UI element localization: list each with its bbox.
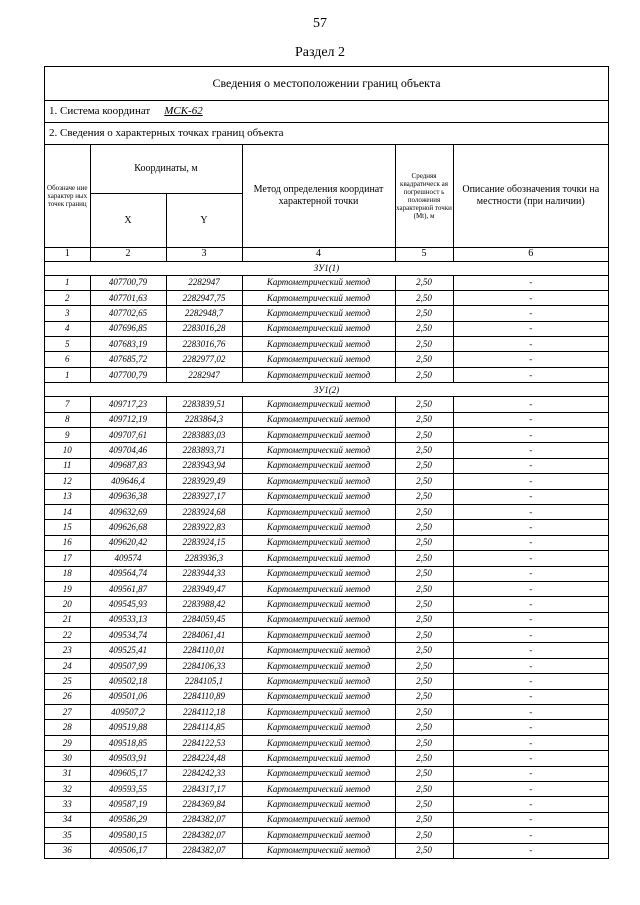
column-number: 3	[166, 247, 242, 261]
point-id-cell: 34	[45, 812, 90, 827]
method-cell: Картометрический метод	[242, 551, 395, 566]
point-id-cell: 19	[45, 581, 90, 596]
coordinate-system-line	[45, 101, 608, 123]
coord-y-cell: 2283944,33	[166, 566, 242, 581]
method-cell: Картометрический метод	[242, 520, 395, 535]
description-cell: -	[453, 412, 608, 427]
description-cell: -	[453, 551, 608, 566]
table-row	[45, 504, 608, 519]
point-id-cell: 16	[45, 535, 90, 550]
coord-y-cell: 2283949,47	[166, 581, 242, 596]
accuracy-cell: 2,50	[395, 337, 453, 352]
coord-x-cell: 407700,79	[90, 275, 166, 290]
description-cell: -	[453, 474, 608, 489]
description-cell: -	[453, 597, 608, 612]
table-row	[45, 428, 608, 443]
method-cell: Картометрический метод	[242, 797, 395, 812]
header-point: Обозначе ние характер ных точек границ	[45, 145, 90, 247]
coord-x-cell: 409502,18	[90, 674, 166, 689]
accuracy-cell: 2,50	[395, 720, 453, 735]
accuracy-cell: 2,50	[395, 474, 453, 489]
accuracy-cell: 2,50	[395, 566, 453, 581]
accuracy-cell: 2,50	[395, 674, 453, 689]
coord-y-cell: 2283016,76	[166, 337, 242, 352]
description-cell: -	[453, 443, 608, 458]
description-cell: -	[453, 428, 608, 443]
description-cell: -	[453, 520, 608, 535]
description-cell: -	[453, 367, 608, 382]
coord-x-cell: 409712,19	[90, 412, 166, 427]
header-accuracy: Средняя квадратическ ая погрешност ь положения характерной точки (Mt), м	[395, 145, 453, 247]
description-cell: -	[453, 337, 608, 352]
coordinate-system-label: 1. Система координат	[49, 105, 151, 117]
coord-x-cell: 409580,15	[90, 828, 166, 843]
method-cell: Картометрический метод	[242, 705, 395, 720]
coord-x-cell: 409507,2	[90, 705, 166, 720]
accuracy-cell: 2,50	[395, 275, 453, 290]
coord-x-cell: 409593,55	[90, 782, 166, 797]
coord-y-cell: 2284382,07	[166, 828, 242, 843]
point-id-cell: 21	[45, 612, 90, 627]
coord-y-cell: 2282947	[166, 367, 242, 382]
description-cell: -	[453, 397, 608, 412]
coord-y-cell: 2283943,94	[166, 458, 242, 473]
method-cell: Картометрический метод	[242, 321, 395, 336]
coord-x-cell: 409507,99	[90, 658, 166, 673]
description-cell: -	[453, 766, 608, 781]
method-cell: Картометрический метод	[242, 489, 395, 504]
description-cell: -	[453, 689, 608, 704]
points-heading: 2. Сведения о характерных точках границ объекта	[45, 123, 608, 145]
coord-y-cell: 2283936,3	[166, 551, 242, 566]
coord-y-cell: 2284382,07	[166, 812, 242, 827]
description-cell: -	[453, 321, 608, 336]
point-id-cell: 9	[45, 428, 90, 443]
point-id-cell: 24	[45, 658, 90, 673]
coord-x-cell: 409574	[90, 551, 166, 566]
coord-x-cell: 407700,79	[90, 367, 166, 382]
point-id-cell: 3	[45, 306, 90, 321]
header-x: X	[90, 193, 166, 247]
coord-x-cell: 409506,17	[90, 843, 166, 858]
description-cell: -	[453, 674, 608, 689]
coord-y-cell: 2284224,48	[166, 751, 242, 766]
coord-x-cell: 407683,19	[90, 337, 166, 352]
table-row	[45, 812, 608, 827]
method-cell: Картометрический метод	[242, 689, 395, 704]
coord-x-cell: 409620,42	[90, 535, 166, 550]
method-cell: Картометрический метод	[242, 643, 395, 658]
point-id-cell: 14	[45, 504, 90, 519]
table-row	[45, 843, 608, 858]
point-id-cell: 2	[45, 290, 90, 305]
description-cell: -	[453, 535, 608, 550]
method-cell: Картометрический метод	[242, 428, 395, 443]
coord-y-cell: 2284106,33	[166, 658, 242, 673]
point-id-cell: 17	[45, 551, 90, 566]
description-cell: -	[453, 352, 608, 367]
table-row	[45, 275, 608, 290]
table-row	[45, 397, 608, 412]
header-description: Описание обозначения точки на местности (при наличии)	[453, 145, 608, 247]
accuracy-cell: 2,50	[395, 628, 453, 643]
accuracy-cell: 2,50	[395, 412, 453, 427]
description-cell: -	[453, 658, 608, 673]
point-id-cell: 10	[45, 443, 90, 458]
group-row	[45, 261, 608, 275]
accuracy-cell: 2,50	[395, 321, 453, 336]
point-id-cell: 1	[45, 275, 90, 290]
table-row	[45, 797, 608, 812]
accuracy-cell: 2,50	[395, 735, 453, 750]
description-cell: -	[453, 612, 608, 627]
method-cell: Картометрический метод	[242, 367, 395, 382]
header-y: Y	[166, 193, 242, 247]
point-id-cell: 12	[45, 474, 90, 489]
accuracy-cell: 2,50	[395, 782, 453, 797]
group-name: ЗУ1(2)	[45, 383, 608, 397]
coord-y-cell: 2283864,3	[166, 412, 242, 427]
coord-x-cell: 409545,93	[90, 597, 166, 612]
table-row	[45, 581, 608, 596]
coord-x-cell: 409501,06	[90, 689, 166, 704]
point-id-cell: 22	[45, 628, 90, 643]
column-number: 6	[453, 247, 608, 261]
coord-x-cell: 409704,46	[90, 443, 166, 458]
accuracy-cell: 2,50	[395, 535, 453, 550]
coord-y-cell: 2282947,75	[166, 290, 242, 305]
description-cell: -	[453, 504, 608, 519]
point-id-cell: 8	[45, 412, 90, 427]
table-row	[45, 766, 608, 781]
accuracy-cell: 2,50	[395, 812, 453, 827]
coord-y-cell: 2283929,49	[166, 474, 242, 489]
coord-y-cell: 2284112,18	[166, 705, 242, 720]
point-id-cell: 31	[45, 766, 90, 781]
description-cell: -	[453, 566, 608, 581]
coord-x-cell: 409564,74	[90, 566, 166, 581]
method-cell: Картометрический метод	[242, 581, 395, 596]
accuracy-cell: 2,50	[395, 658, 453, 673]
description-cell: -	[453, 720, 608, 735]
point-id-cell: 23	[45, 643, 90, 658]
table-row	[45, 551, 608, 566]
description-cell: -	[453, 812, 608, 827]
coord-y-cell: 2284114,85	[166, 720, 242, 735]
accuracy-cell: 2,50	[395, 643, 453, 658]
coord-x-cell: 409687,83	[90, 458, 166, 473]
accuracy-cell: 2,50	[395, 352, 453, 367]
method-cell: Картометрический метод	[242, 474, 395, 489]
column-numbers-row	[45, 247, 608, 261]
accuracy-cell: 2,50	[395, 797, 453, 812]
method-cell: Картометрический метод	[242, 751, 395, 766]
coord-x-cell: 409533,13	[90, 612, 166, 627]
point-id-cell: 27	[45, 705, 90, 720]
coord-y-cell: 2282947	[166, 275, 242, 290]
coord-x-cell: 409626,68	[90, 520, 166, 535]
table-row	[45, 290, 608, 305]
method-cell: Картометрический метод	[242, 597, 395, 612]
point-id-cell: 30	[45, 751, 90, 766]
accuracy-cell: 2,50	[395, 458, 453, 473]
coord-y-cell: 2283988,42	[166, 597, 242, 612]
table-row	[45, 705, 608, 720]
section-title: Раздел 2	[294, 45, 346, 60]
accuracy-cell: 2,50	[395, 843, 453, 858]
description-cell: -	[453, 458, 608, 473]
table-row	[45, 306, 608, 321]
description-cell: -	[453, 735, 608, 750]
coord-x-cell: 409605,17	[90, 766, 166, 781]
accuracy-cell: 2,50	[395, 551, 453, 566]
coord-x-cell: 409519,88	[90, 720, 166, 735]
point-id-cell: 7	[45, 397, 90, 412]
table-row	[45, 412, 608, 427]
table-row	[45, 352, 608, 367]
description-cell: -	[453, 643, 608, 658]
table-row	[45, 658, 608, 673]
description-cell: -	[453, 489, 608, 504]
accuracy-cell: 2,50	[395, 766, 453, 781]
point-id-cell: 26	[45, 689, 90, 704]
table-row	[45, 612, 608, 627]
table-row	[45, 674, 608, 689]
point-id-cell: 4	[45, 321, 90, 336]
point-id-cell: 11	[45, 458, 90, 473]
coord-x-cell: 409636,38	[90, 489, 166, 504]
coord-y-cell: 2284122,53	[166, 735, 242, 750]
method-cell: Картометрический метод	[242, 504, 395, 519]
page-number: 57	[313, 16, 327, 31]
method-cell: Картометрический метод	[242, 812, 395, 827]
coord-y-cell: 2284382,07	[166, 843, 242, 858]
coord-x-cell: 407696,85	[90, 321, 166, 336]
table-row	[45, 337, 608, 352]
table-row	[45, 720, 608, 735]
point-id-cell: 28	[45, 720, 90, 735]
table-row	[45, 597, 608, 612]
coord-x-cell: 409632,69	[90, 504, 166, 519]
coord-x-cell: 409534,74	[90, 628, 166, 643]
method-cell: Картометрический метод	[242, 674, 395, 689]
coord-y-cell: 2284110,01	[166, 643, 242, 658]
accuracy-cell: 2,50	[395, 504, 453, 519]
coord-y-cell: 2284369,84	[166, 797, 242, 812]
column-number: 1	[45, 247, 90, 261]
coord-x-cell: 409587,19	[90, 797, 166, 812]
accuracy-cell: 2,50	[395, 489, 453, 504]
accuracy-cell: 2,50	[395, 751, 453, 766]
coord-y-cell: 2283883,03	[166, 428, 242, 443]
point-id-cell: 36	[45, 843, 90, 858]
coord-y-cell: 2283927,17	[166, 489, 242, 504]
coord-x-cell: 407702,65	[90, 306, 166, 321]
method-cell: Картометрический метод	[242, 458, 395, 473]
table-row	[45, 474, 608, 489]
table-title: Сведения о местоположении границ объекта	[45, 67, 608, 101]
coord-y-cell: 2284061,41	[166, 628, 242, 643]
point-id-cell: 29	[45, 735, 90, 750]
point-id-cell: 35	[45, 828, 90, 843]
table-row	[45, 489, 608, 504]
header-method: Метод определения координат характерной точки	[242, 145, 395, 247]
description-cell: -	[453, 705, 608, 720]
table-row	[45, 443, 608, 458]
accuracy-cell: 2,50	[395, 367, 453, 382]
coord-y-cell: 2282977,02	[166, 352, 242, 367]
method-cell: Картометрический метод	[242, 352, 395, 367]
table-row	[45, 643, 608, 658]
coord-y-cell: 2284105,1	[166, 674, 242, 689]
table-row	[45, 689, 608, 704]
coordinate-system-value: МСК-62	[164, 105, 203, 117]
method-cell: Картометрический метод	[242, 566, 395, 581]
coord-y-cell: 2283924,68	[166, 504, 242, 519]
table-row	[45, 458, 608, 473]
coord-y-cell: 2283016,28	[166, 321, 242, 336]
header-coordinates: Координаты, м	[90, 145, 242, 193]
method-cell: Картометрический метод	[242, 612, 395, 627]
accuracy-cell: 2,50	[395, 306, 453, 321]
point-id-cell: 18	[45, 566, 90, 581]
table-row	[45, 321, 608, 336]
method-cell: Картометрический метод	[242, 275, 395, 290]
accuracy-cell: 2,50	[395, 705, 453, 720]
description-cell: -	[453, 628, 608, 643]
point-id-cell: 13	[45, 489, 90, 504]
point-id-cell: 5	[45, 337, 90, 352]
points-table	[45, 145, 608, 858]
method-cell: Картометрический метод	[242, 658, 395, 673]
coord-y-cell: 2282948,7	[166, 306, 242, 321]
table-row	[45, 751, 608, 766]
coord-y-cell: 2284059,45	[166, 612, 242, 627]
accuracy-cell: 2,50	[395, 581, 453, 596]
accuracy-cell: 2,50	[395, 612, 453, 627]
coord-x-cell: 409503,91	[90, 751, 166, 766]
method-cell: Картометрический метод	[242, 782, 395, 797]
group-row	[45, 383, 608, 397]
method-cell: Картометрический метод	[242, 443, 395, 458]
column-number: 5	[395, 247, 453, 261]
accuracy-cell: 2,50	[395, 397, 453, 412]
column-number: 4	[242, 247, 395, 261]
method-cell: Картометрический метод	[242, 306, 395, 321]
accuracy-cell: 2,50	[395, 597, 453, 612]
table-row	[45, 535, 608, 550]
coord-x-cell: 409518,85	[90, 735, 166, 750]
description-cell: -	[453, 797, 608, 812]
point-id-cell: 25	[45, 674, 90, 689]
accuracy-cell: 2,50	[395, 520, 453, 535]
coord-x-cell: 409586,29	[90, 812, 166, 827]
method-cell: Картометрический метод	[242, 828, 395, 843]
description-cell: -	[453, 306, 608, 321]
description-cell: -	[453, 828, 608, 843]
table-row	[45, 735, 608, 750]
method-cell: Картометрический метод	[242, 766, 395, 781]
point-id-cell: 15	[45, 520, 90, 535]
description-cell: -	[453, 843, 608, 858]
coord-y-cell: 2283839,51	[166, 397, 242, 412]
table-row	[45, 520, 608, 535]
coord-x-cell: 409561,87	[90, 581, 166, 596]
coord-x-cell: 407685,72	[90, 352, 166, 367]
point-id-cell: 33	[45, 797, 90, 812]
method-cell: Картометрический метод	[242, 735, 395, 750]
description-cell: -	[453, 782, 608, 797]
method-cell: Картометрический метод	[242, 720, 395, 735]
coord-x-cell: 407701,63	[90, 290, 166, 305]
method-cell: Картометрический метод	[242, 290, 395, 305]
method-cell: Картометрический метод	[242, 628, 395, 643]
coord-x-cell: 409717,23	[90, 397, 166, 412]
coord-y-cell: 2283924,15	[166, 535, 242, 550]
group-name: ЗУ1(1)	[45, 261, 608, 275]
column-number: 2	[90, 247, 166, 261]
accuracy-cell: 2,50	[395, 828, 453, 843]
coord-x-cell: 409646,4	[90, 474, 166, 489]
coord-y-cell: 2283922,83	[166, 520, 242, 535]
description-cell: -	[453, 751, 608, 766]
coord-y-cell: 2284110,89	[166, 689, 242, 704]
accuracy-cell: 2,50	[395, 443, 453, 458]
method-cell: Картометрический метод	[242, 412, 395, 427]
point-id-cell: 32	[45, 782, 90, 797]
table-row	[45, 367, 608, 382]
table-row	[45, 782, 608, 797]
method-cell: Картометрический метод	[242, 843, 395, 858]
coord-y-cell: 2283893,71	[166, 443, 242, 458]
method-cell: Картометрический метод	[242, 337, 395, 352]
coord-y-cell: 2284242,33	[166, 766, 242, 781]
boundaries-table-frame	[44, 66, 609, 859]
point-id-cell: 1	[45, 367, 90, 382]
method-cell: Картометрический метод	[242, 397, 395, 412]
method-cell: Картометрический метод	[242, 535, 395, 550]
point-id-cell: 20	[45, 597, 90, 612]
accuracy-cell: 2,50	[395, 428, 453, 443]
description-cell: -	[453, 290, 608, 305]
table-row	[45, 628, 608, 643]
coord-x-cell: 409525,41	[90, 643, 166, 658]
accuracy-cell: 2,50	[395, 689, 453, 704]
table-row	[45, 566, 608, 581]
coord-x-cell: 409707,61	[90, 428, 166, 443]
description-cell: -	[453, 275, 608, 290]
table-row	[45, 828, 608, 843]
accuracy-cell: 2,50	[395, 290, 453, 305]
point-id-cell: 6	[45, 352, 90, 367]
coord-y-cell: 2284317,17	[166, 782, 242, 797]
description-cell: -	[453, 581, 608, 596]
